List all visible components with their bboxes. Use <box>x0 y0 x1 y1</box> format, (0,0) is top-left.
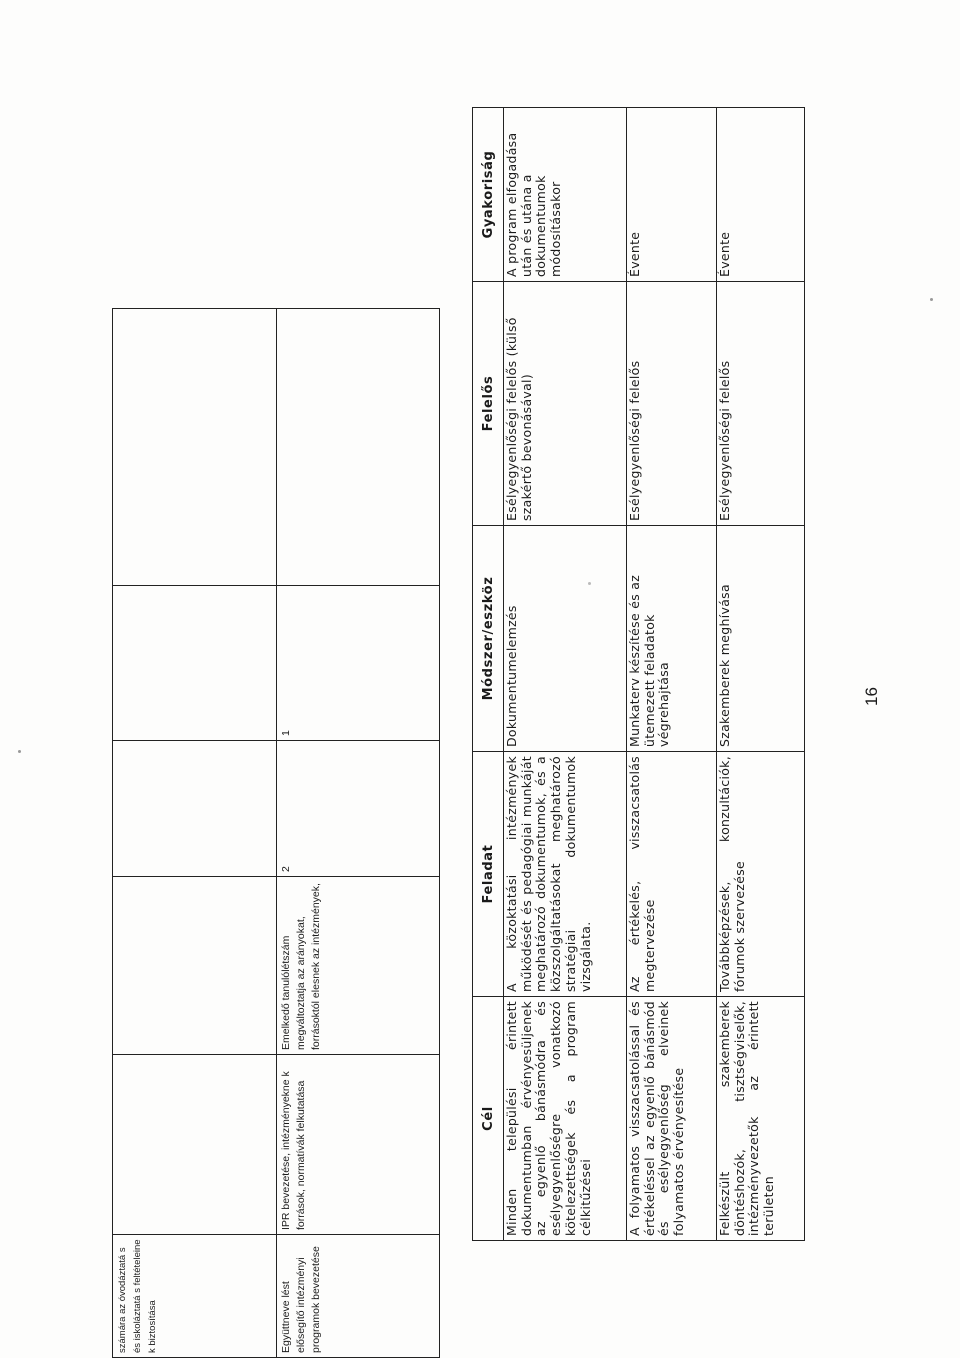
cell-feladat: Továbbképzések, konzultációk, fórumok szervezése <box>717 752 805 997</box>
cell <box>276 309 440 586</box>
cell-gyakorisag: Évente <box>627 108 717 282</box>
upper-table <box>112 309 440 1358</box>
cell-risk: Emelkedő tanulólétszám megváltoztatja az arányokat, forrásoktól elesnek az intézmények, <box>276 877 440 1055</box>
cell-probability: 2 <box>276 741 440 877</box>
cell <box>113 309 277 586</box>
cell-felelos: Esélyegyenlőségi felelős <box>717 282 805 526</box>
cell-felelos: Esélyegyenlőségi felelős (külső szakértő bevonásával) <box>504 282 627 526</box>
table-header-row <box>473 108 504 1241</box>
table-row <box>717 108 805 1241</box>
cell-goal: Együttneve lést elősegítő intézményi programok bevezetése <box>276 1235 440 1358</box>
cell-impact: 1 <box>276 586 440 741</box>
cell-modszer: Dokumentumelemzés <box>504 526 627 752</box>
column-header-cel: Cél <box>473 997 504 1241</box>
cell-cel: Minden települési érintett dokumentumban érvényesüljenek az egyenlő bánásmódra és esélyegyenlőségre vonatkozó kötelezettségek és a program célkitűzései <box>504 997 627 1241</box>
cell-modszer: Munkaterv készítése és az ütemezett feladatok végrehajtása <box>627 526 717 752</box>
cell-goal-text: számára az óvodáztatá s és iskoláztatá s feltételeine k biztosítása <box>113 1235 277 1358</box>
cell-modszer: Szakemberek meghívása <box>717 526 805 752</box>
cell-gyakorisag: A program elfogadása után és utána a dokumentumok módosításakor <box>504 108 627 282</box>
cell-cel: Felkészült szakemberek döntéshozók, tisztségviselők, intézményvezetők az érintett területen <box>717 997 805 1241</box>
page-number-text: 16 <box>862 687 881 706</box>
scan-speck <box>930 298 933 301</box>
scan-speck <box>18 750 21 753</box>
cell <box>113 586 277 741</box>
cell-feladat: Az értékelés, visszacsatolás megtervezése <box>627 752 717 997</box>
cell-feladat: A közoktatási intézmények működését és pedagógiai munkáját meghatározó dokumentumok, és a közszolgáltatásokat meghatározó stratégiai dokumentumok vizsgálata. <box>504 752 627 997</box>
table-row <box>113 309 277 1358</box>
page-number <box>862 676 882 706</box>
action-plan-table <box>472 108 802 1241</box>
cell <box>113 741 277 877</box>
cell-felelos: Esélyegyenlőségi felelős <box>627 282 717 526</box>
column-header-felelos: Felelős <box>473 282 504 526</box>
cell <box>113 877 277 1055</box>
table-row <box>504 108 627 1241</box>
column-header-modszer: Módszer/eszköz <box>473 526 504 752</box>
cell-gyakorisag: Évente <box>717 108 805 282</box>
scan-speck <box>588 582 591 585</box>
table-row <box>276 309 440 1358</box>
column-header-gyakorisag: Gyakoriság <box>473 108 504 282</box>
cell-cel: A folyamatos visszacsatolással és értékeléssel az egyenlő bánásmód és esélyegyenlőség elveinek folyamatos érvényesítése <box>627 997 717 1241</box>
table-row <box>627 108 717 1241</box>
column-header-feladat: Feladat <box>473 752 504 997</box>
cell-task: IPR bevezetése, intézményekne k források, normatívák felkutatása <box>276 1055 440 1235</box>
cell <box>113 1055 277 1235</box>
